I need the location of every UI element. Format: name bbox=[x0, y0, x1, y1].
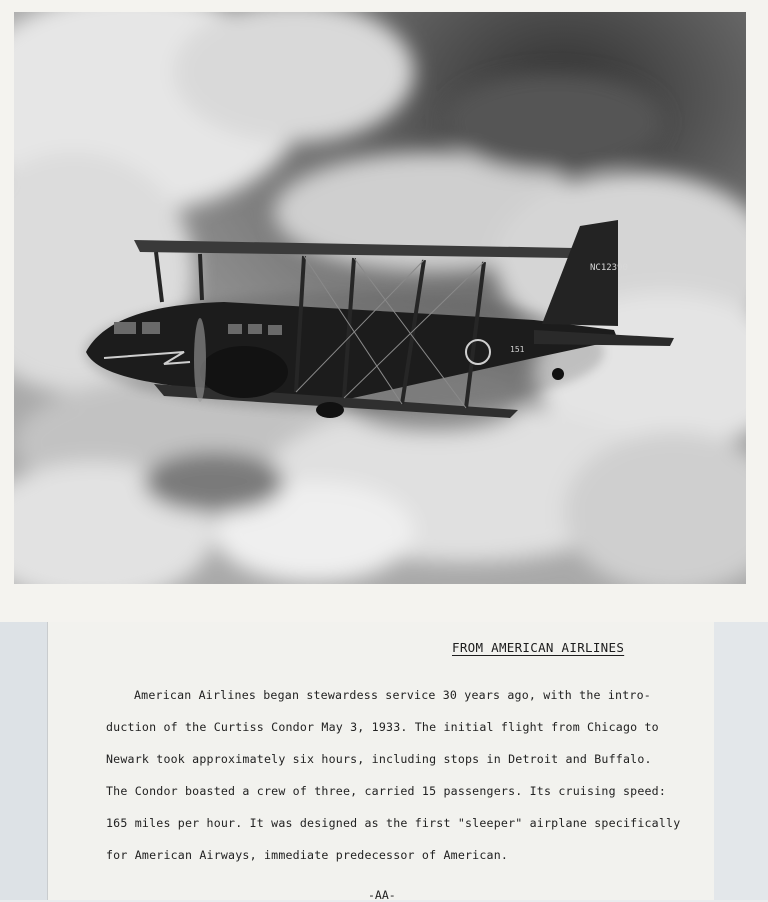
caption-line: The Condor boasted a crew of three, carried 15 passengers. Its cruising speed: bbox=[106, 784, 667, 798]
caption-line: for American Airways, immediate predecessor of American. bbox=[106, 848, 509, 862]
tail-wheel bbox=[552, 368, 564, 380]
backing-paper-left bbox=[0, 622, 48, 900]
caption-slip bbox=[48, 622, 714, 900]
backing-paper-right bbox=[714, 622, 768, 900]
main-wheel bbox=[316, 402, 344, 418]
fuselage-number: 151 bbox=[510, 345, 525, 354]
caption-line: 165 miles per hour. It was designed as the first "sleeper" airplane specifically bbox=[106, 816, 681, 830]
signoff: -AA- bbox=[368, 888, 396, 902]
caption-line: Newark took approximately six hours, including stops in Detroit and Buffalo. bbox=[106, 752, 652, 766]
photo-svg bbox=[14, 12, 746, 584]
engine-nacelle bbox=[200, 346, 288, 398]
propeller bbox=[194, 318, 206, 402]
caption-line: American Airlines began stewardess service 30 years ago, with the intro- bbox=[134, 688, 651, 702]
tail-registration: NC12390 bbox=[590, 263, 628, 273]
caption-line: duction of the Curtiss Condor May 3, 1933. The initial flight from Chicago to bbox=[106, 720, 659, 734]
caption-header: FROM AMERICAN AIRLINES bbox=[452, 640, 625, 655]
curtiss-condor-photo bbox=[14, 12, 746, 584]
